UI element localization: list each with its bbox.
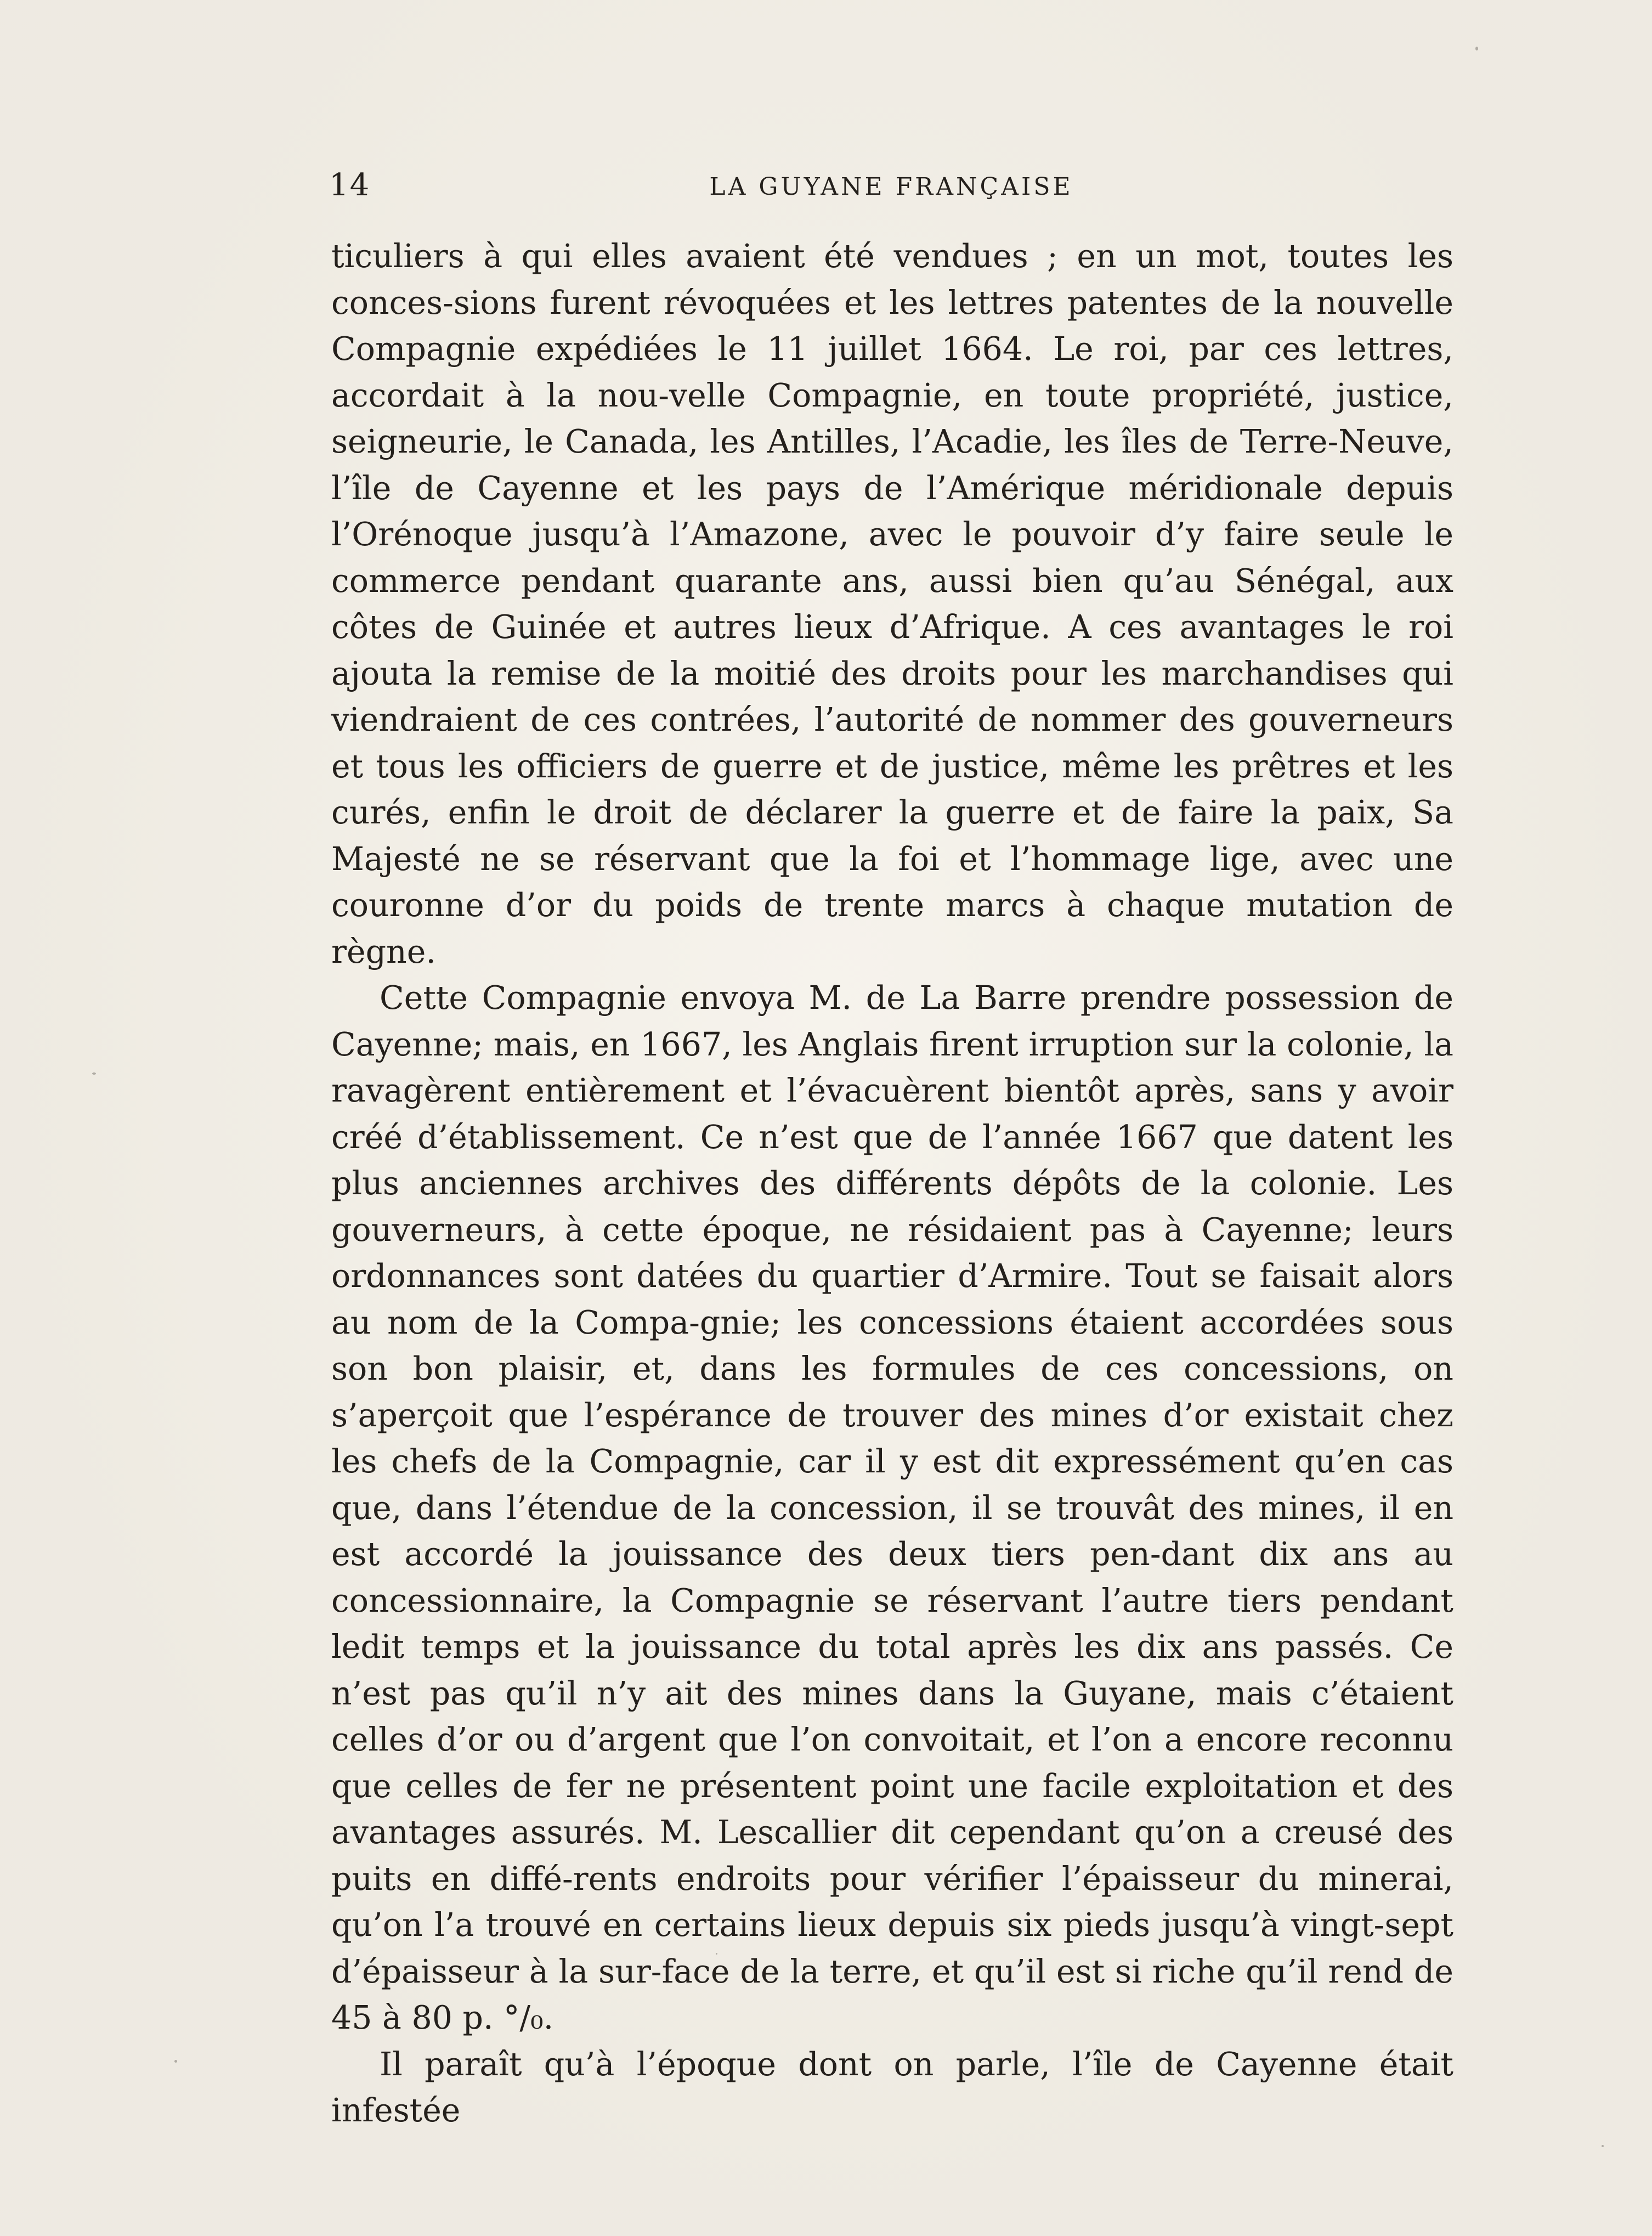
body-text [331,233,1453,2134]
paper-speck [92,1072,96,1075]
paragraph: ticuliers à qui elles avaient été vendues ; en un mot, toutes les conces-sions furent révoquées et les lettres patentes de la nouvelle Compagnie expédiées le 11 juillet 1664. Le roi, par ces lettres, accordait à la nou-velle Compagnie, en toute propriété, justice, seigneurie, le Canada, les Antilles, l’Acadie, les îles de Terre-Neuve, l’île de Cayenne et les pays de l’Amérique méridionale depuis l’Orénoque jusqu’à l’Amazone, avec le pouvoir d’y faire seule le commerce pendant quarante ans, aussi bien qu’au Sénégal, aux côtes de Guinée et autres lieux d’Afrique. A ces avantages le roi ajouta la remise de la moitié des droits pour les marchandises qui viendraient de ces contrées, l’autorité de nommer des gouverneurs et tous les officiers de guerre et de justice, même les prêtres et les curés, enfin le droit de déclarer la guerre et de faire la paix, Sa Majesté ne se réservant que la foi et l’hommage lige, avec une couronne d’or du poids de trente marcs à chaque mutation de règne. [331,238,1453,970]
running-title: LA GUYANE FRANÇAISE [709,173,1073,201]
paragraph: Cette Compagnie envoya M. de La Barre prendre possession de Cayenne; mais, en 1667, les Anglais firent irruption sur la colonie, la ravagèrent entièrement et l’évacuèrent bientôt après, sans y avoir créé d’établissement. Ce n’est que de l’année 1667 que datent les plus anciennes archives des différents dépôts de la colonie. Les gouverneurs, à cette époque, ne résidaient pas à Cayenne; leurs ordonnances sont datées du quartier d’Armire. Tout se faisait alors au nom de la Compa-gnie; les concessions étaient accordées sous son bon plaisir, et, dans les formules de ces concessions, on s’aperçoit que l’espérance de trouver des mines d’or existait chez les chefs de la Compagnie, car il y est dit expressément qu’en cas que, dans l’étendue de la concession, il se trouvât des mines, il en est accordé la jouissance des deux tiers pen-dant dix ans au concessionnaire, la Compagnie se réservant l’autre tiers pendant ledit temps et la jouissance du total après les dix ans passés. Ce n’est pas qu’il n’y ait des mines dans la Guyane, mais c’étaient celles d’or ou d’argent que l’on convoitait, et l’on a encore reconnu que celles de fer ne présentent point une facile exploitation et des avantages assurés. M. Lescallier dit cependant qu’on a creusé des puits en diffé-rents endroits pour vérifier l’épaisseur du minerai, qu’on l’a trouvé en certains lieux depuis six pieds jusqu’à vingt-sept d’épaisseur à la sur-face de la terre, et qu’il est si riche qu’il rend de 45 à 80 p. °/₀. [331,979,1453,2036]
paper-speck [1475,47,1478,50]
page-number: 14 [329,167,371,203]
paper-speck [716,1953,717,1955]
paragraph: Il paraît qu’à l’époque dont on parle, l’île de Cayenne était infestée [331,2045,1453,2129]
page-header [329,167,1453,217]
paper-speck [1602,2145,1604,2147]
paper-speck [174,2060,177,2063]
